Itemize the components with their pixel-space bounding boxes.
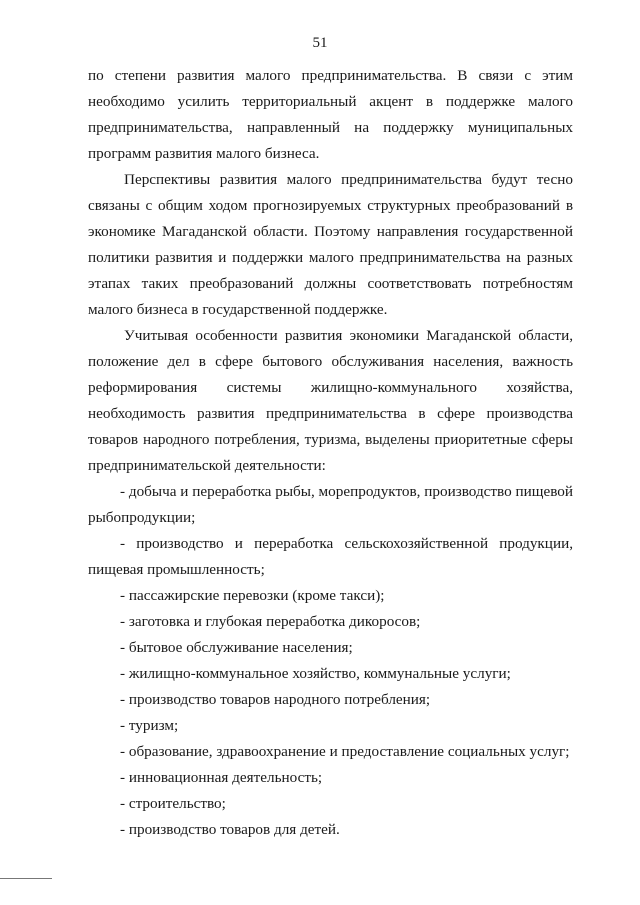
list-item-childrens-goods: - производство товаров для детей. bbox=[120, 821, 340, 838]
list-item-education-health: - образование, здравоохранение и предоставление социальных услуг; bbox=[120, 743, 570, 760]
list-item-housing-utilities: - жилищно-коммунальное хозяйство, коммунальные услуги; bbox=[120, 665, 511, 682]
list-item-tourism: - туризм; bbox=[120, 717, 179, 734]
paragraph-prospects: Перспективы развития малого предпринимательства будут тесно связаны с общим ходом прогнозируемых структурных преобразований в экономике Магаданской области. Поэтому направления государственной политики развития и поддержки малого предпринимательства на разных этапах таких преобразований должны соответствовать потребностям малого бизнеса в государственной поддержке. bbox=[88, 171, 573, 318]
list-item-construction: - строительство; bbox=[120, 795, 226, 812]
list-item-wild-plants: - заготовка и глубокая переработка дикоросов; bbox=[120, 613, 421, 630]
paragraph-continuation: по степени развития малого предпринимательства. В связи с этим необходимо усилить территориальный акцент в поддержке малого предпринимательства, направленный на поддержку муниципальных программ развития малого бизнеса. bbox=[88, 67, 573, 162]
list-item-fishing: - добыча и переработка рыбы, морепродуктов, производство пищевой рыбопродукции; bbox=[88, 483, 573, 526]
list-item-innovation: - инновационная деятельность; bbox=[120, 769, 323, 786]
list-item-agriculture: - производство и переработка сельскохозяйственной продукции, пищевая промышленность; bbox=[88, 535, 573, 578]
page-number: 51 bbox=[312, 35, 328, 51]
document-body bbox=[88, 63, 573, 843]
list-item-consumer-goods: - производство товаров народного потребления; bbox=[120, 691, 431, 708]
footer-rule bbox=[0, 878, 52, 879]
list-item-household-services: - бытовое обслуживание населения; bbox=[120, 639, 353, 656]
paragraph-priorities: Учитывая особенности развития экономики Магаданской области, положение дел в сфере бытового обслуживания населения, важность реформирования системы жилищно-коммунального хозяйства, необходимость развития предпринимательства в сфере производства товаров народного потребления, туризма, выделены приоритетные сферы предпринимательской деятельности: bbox=[88, 327, 573, 474]
list-item-transport: - пассажирские перевозки (кроме такси); bbox=[120, 587, 385, 604]
